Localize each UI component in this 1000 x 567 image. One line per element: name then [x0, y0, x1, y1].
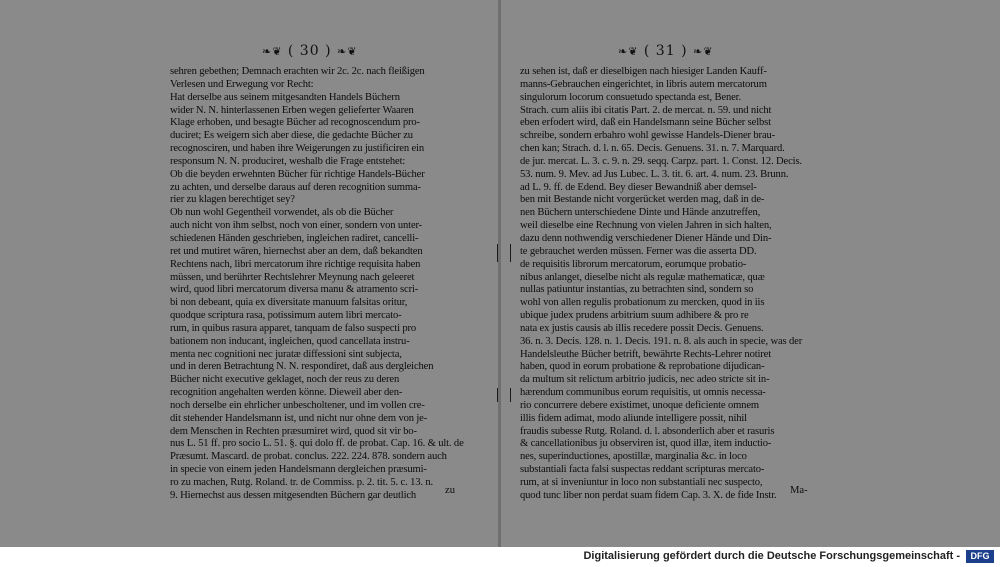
text-line: in specie von einem jeden Handelsmann dergleichen præsumi-: [170, 464, 427, 476]
text-line: Præsumt. Mascard. de probat. conclus. 222. 224. 878. sondern auch: [170, 451, 447, 463]
text-line: quod tunc liber non perdat suam fidem Cap. 3. X. de fide Instr.: [520, 489, 777, 501]
text-line: sehren gebethen; Demnach erachten wir 2c. 2c. nach fleißigen: [170, 66, 425, 77]
text-line: noch derselbe ein ehrlicher unbescholtener, und im vollen cre-: [170, 399, 425, 411]
text-line: schiedenen Händen geschrieben, ingleichen radiret, cancelli-: [170, 232, 419, 244]
text-line: illis fidem adimat, modo aliunde intelligere possit, nihil: [520, 412, 747, 424]
text-line: ad L. 9. ff. de Edend. Bey dieser Bewandniß aber demsel-: [520, 181, 757, 193]
text-line: hærendum communibus eorum requisitis, ut omnis necessa-: [520, 387, 766, 399]
text-line: te gebrauchet werden müssen. Ferner was die asserta DD.: [520, 245, 757, 257]
right-page-header: [618, 43, 713, 59]
text-line: nata ex justis causis ab illis recedere possit Decis. Genuens.: [520, 322, 764, 334]
text-line: rum, at si inveniuntur in loco non substantiali nec suspecto,: [520, 477, 763, 488]
text-line: wird, quod libri mercatorum diversa manu & atramento scri-: [170, 284, 419, 296]
ornament-right-2: ❧❦: [692, 45, 714, 58]
text-line: ro zu machen, Rutg. Roland. tr. de Commiss. p. 2. tit. 5. c. 13. n.: [170, 477, 434, 488]
text-line: zu achten, und derselbe daraus auf deren recognition summa-: [170, 181, 421, 193]
margin-mark: [510, 388, 511, 402]
text-line: 53. num. 9. Mev. ad Jus Lubec. L. 3. tit. 6. art. 4. num. 23. Brunn.: [520, 168, 789, 180]
margin-mark: [497, 244, 498, 262]
right-catchword: Ma-: [790, 485, 808, 496]
text-line: dazu denn nothwendig verschiedener Diener Hände und Din-: [520, 232, 772, 244]
dfg-logo-label: DFG: [970, 551, 990, 561]
text-line: dem Menschen in Rechten præsumiret wird, quod sit vir bo-: [170, 425, 417, 437]
text-line: Ob nun wohl Gegentheil vorwendet, als ob die Bücher: [170, 207, 394, 219]
text-line: da multum sit relictum arbitrio judicis, nec adeo stricte sit in-: [520, 374, 770, 386]
text-line: zu sehen ist, daß er dieselbigen nach hiesiger Landen Kauff-: [520, 66, 767, 77]
text-line: und in deren Betrachtung N. N. respondiret, daß aus dergleichen: [170, 361, 434, 373]
text-line: eben erfodert wird, daß ein Handelsmann seine Bücher selbst: [520, 117, 771, 129]
left-page-number: ( 30 ): [287, 43, 332, 59]
text-line: weil dieselbe eine Rechnung von vielen Jahren in sich halten,: [520, 220, 772, 232]
text-line: dit stehender Handelsmann ist, und nicht nur ohne dem von je-: [170, 412, 428, 424]
ornament-right: ❧❦: [618, 45, 639, 58]
text-line: nus L. 51 ff. pro socio L. 51. §. qui dolo ff. de probat. Cap. 16. & ult. de: [170, 438, 464, 450]
text-line: bi non debeant, quia ex diversitate manuum falsitas oritur,: [170, 297, 408, 309]
text-line: quodque scriptura rasa, potissimum autem libri mercato-: [170, 310, 402, 322]
text-line: auch nicht von ihm selbst, noch von einer, sondern von unter-: [170, 220, 423, 232]
text-line: & cancellationibus ju observiren ist, quod illæ, item inductio-: [520, 438, 772, 450]
ornament-left: ❧❦: [262, 45, 283, 58]
text-line: schreibe, sondern erbahro wohl gewisse Handels-Diener brau-: [520, 130, 776, 142]
text-line: 36. n. 3. Decis. 128. n. 1. Decis. 191. n. 8. als auch in specie, was der: [520, 335, 803, 347]
text-line: rio concurrere debere existimet, unoque deficiente omnem: [520, 399, 759, 411]
text-line: Ob die beyden erwehnten Bücher für richtige Handels-Bücher: [170, 168, 425, 180]
text-line: Verlesen und Erwegung vor Recht:: [170, 78, 314, 90]
text-line: de requisitis librorum mercatorum, eorumque probatio-: [520, 258, 747, 270]
left-page-text: [170, 66, 500, 528]
text-line: bationem non inducant, ingleichen, quod cancellata instru-: [170, 335, 410, 347]
text-line: Bücher nicht executive geklaget, noch der reus zu deren: [170, 374, 400, 386]
text-line: singulorum locorum consuetudo spectanda est, Bener.: [520, 91, 741, 103]
text-line: menta nec cognitioni nec juratæ diffessioni sint subjecta,: [170, 348, 402, 360]
text-line: Strach. cum aliis ibi citatis Part. 2. de mercat. n. 59. und nicht: [520, 104, 772, 116]
text-line: de jur. mercat. L. 3. c. 9. n. 29. seqq. Carpz. part. 1. Const. 12. Decis.: [520, 155, 802, 167]
right-page-text: [520, 66, 850, 528]
text-line: chen kan; Strach. d. l. n. 65. Decis. Genuens. 31. n. 7. Marquard.: [520, 143, 785, 155]
dfg-logo-icon[interactable]: [966, 550, 994, 563]
text-line: nen Büchern unterschiedene Dinte und Hände anzutreffen,: [520, 207, 761, 219]
text-line: nibus anlanget, dieselbe nicht als regulæ mathematicæ, quæ: [520, 271, 765, 283]
text-line: responsum N. N. produciret, weshalb die Frage entstehet:: [170, 155, 406, 167]
text-line: wider N. N. hinterlassenen Erben wegen gelieferter Waaren: [170, 104, 414, 116]
text-line: manns-Gebrauchen eingerichtet, in libris autem mercatorum: [520, 78, 767, 90]
text-line: Handelsleuthe Bücher betrift, bewährte Rechts-Lehrer notiret: [520, 348, 772, 360]
text-line: nes, superinductiones, apostillæ, marginalia &c. in loco: [520, 451, 747, 463]
text-line: Rechtens nach, libri mercatorum ihre richtige requisita haben: [170, 258, 421, 270]
left-page-header: [262, 43, 357, 59]
footer-bar: [0, 547, 1000, 567]
text-line: nullas patiuntur instantias, zu betrachten sind, sondern so: [520, 284, 754, 296]
text-line: recognition angehalten werden könne. Dieweil aber den-: [170, 387, 403, 399]
text-line: ubique judex prudens arbitrium suum adhibere & pro re: [520, 310, 749, 322]
text-line: substantiali facta falsi suspectas reddant scripturas mercato-: [520, 464, 765, 476]
text-line: müssen, und berührter Rechtslehrer Meynung nach geleeret: [170, 271, 415, 283]
text-line: wohl von allen regulis probationum zu mercken, quod in iis: [520, 297, 765, 309]
text-line: fraudis subesse Rutg. Roland. d. l. absonderlich aber et rasuris: [520, 425, 775, 437]
text-line: duciret; Es weigern sich aber diese, die gedachte Bücher zu: [170, 130, 413, 142]
text-line: ret und mutiret wären, hiernechst aber an dem, daß bekandten: [170, 245, 423, 257]
text-line: Klage erhoben, und besagte Bücher ad recognoscendum pro-: [170, 117, 420, 129]
text-line: 9. Hiernechst aus dessen mitgesendten Büchern gar deutlich: [170, 489, 417, 501]
margin-mark: [497, 388, 498, 402]
text-line: ben mit Bestande nicht vorgerücket werden mag, daß in de-: [520, 194, 765, 206]
left-catchword: zu: [445, 485, 455, 496]
funding-credit: Digitalisierung gefördert durch die Deutsche Forschungsgemeinschaft -: [583, 550, 960, 562]
text-line: rier zu klagen berechtiget sey?: [170, 194, 295, 206]
text-line: haben, quod in eorum probatione & reprobatione dijudican-: [520, 361, 765, 373]
right-page-number: ( 31 ): [643, 43, 688, 59]
ornament-left-2: ❧❦: [336, 45, 358, 58]
text-line: recognosciren, und haben ihre Weigerungen zu justificiren ein: [170, 143, 424, 155]
text-line: rum, in quibus rasura apparet, tanquam de falso suspecti pro: [170, 322, 417, 334]
margin-mark: [510, 244, 511, 262]
text-line: Hat derselbe aus seinem mitgesandten Handels Büchern: [170, 91, 400, 103]
